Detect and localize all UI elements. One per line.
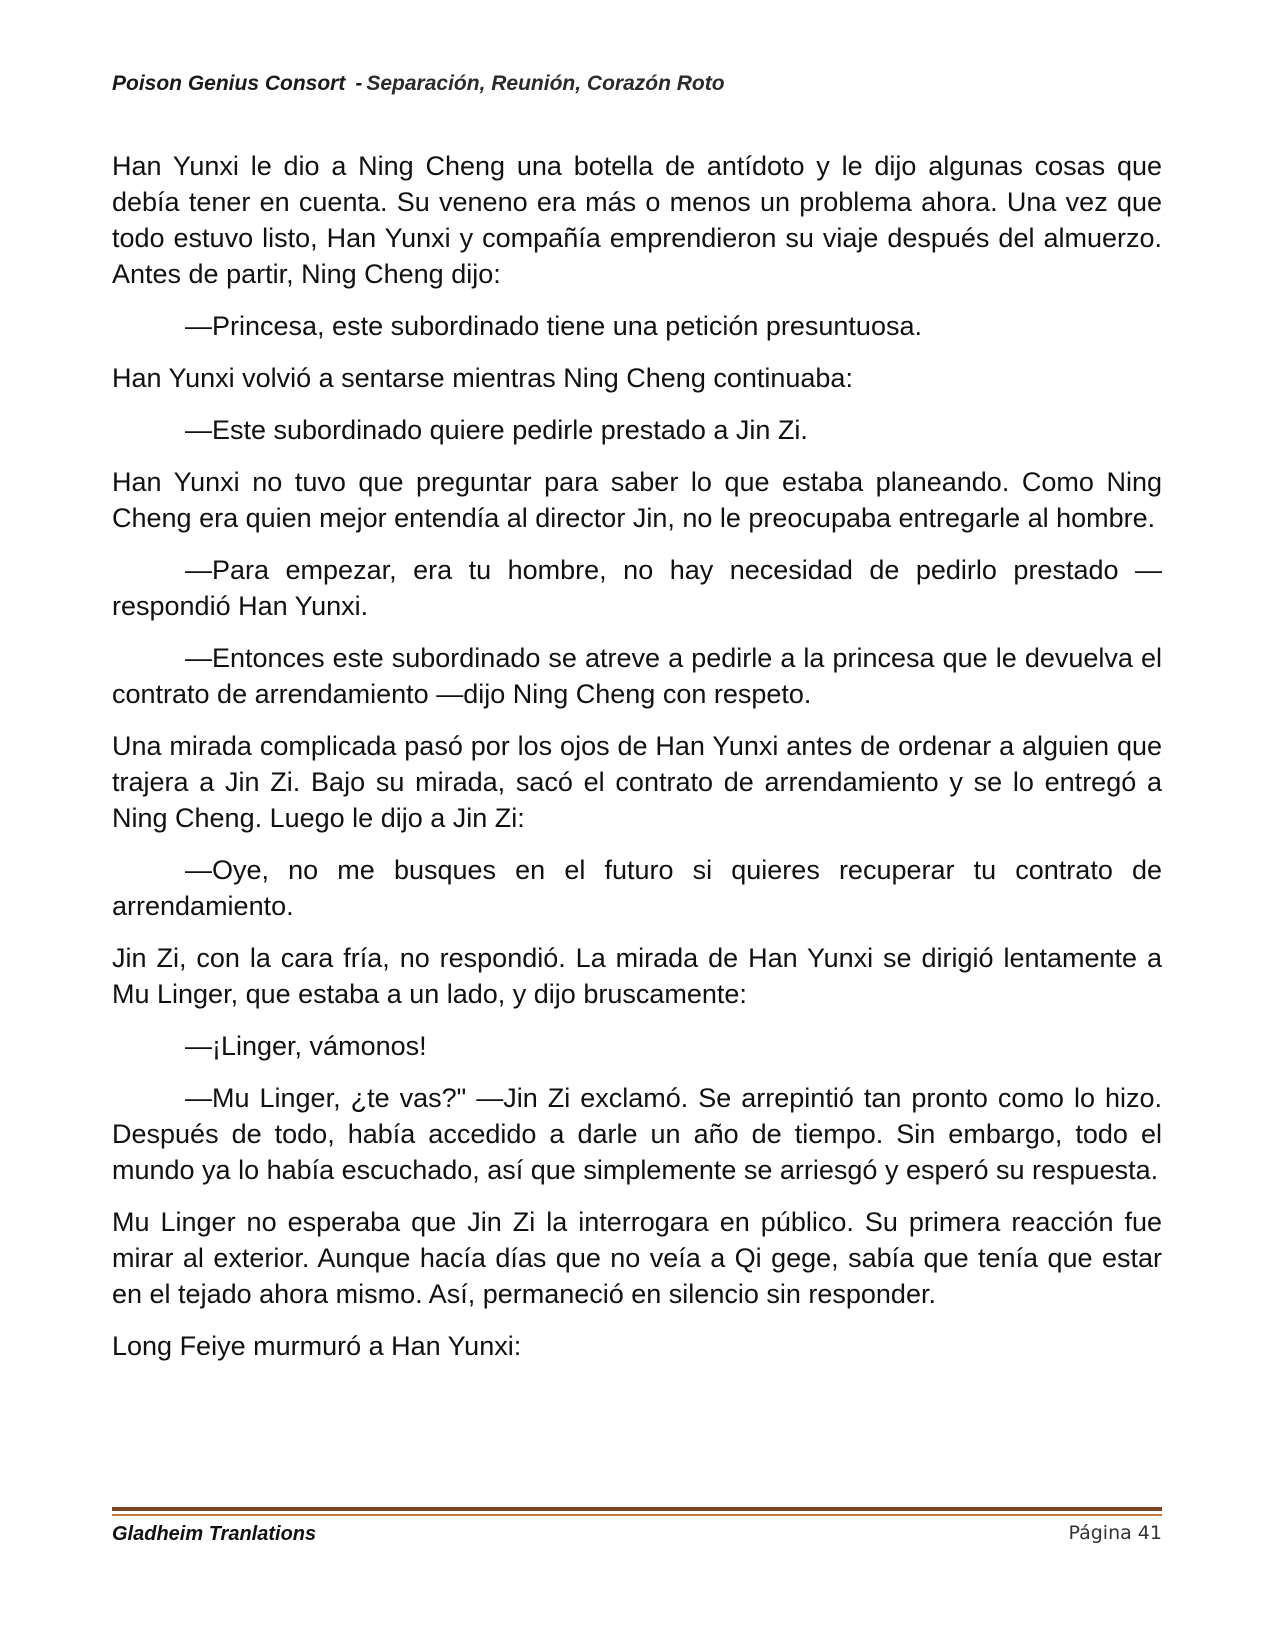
page-header [112,72,1162,96]
dialog-paragraph: —Oye, no me busques en el futuro si quieres recuperar tu contrato de arrendamiento. [112,855,1162,921]
paragraph: Han Yunxi volvió a sentarse mientras Ning Cheng continuaba: [112,363,853,393]
dialog-paragraph: —Princesa, este subordinado tiene una petición presuntuosa. [185,311,922,341]
paragraph: Mu Linger no esperaba que Jin Zi la interrogara en público. Su primera reacción fue mirar al exterior. Aunque hacía días que no veía a Qi gege, sabía que tenía que estar en el tejado ahora mismo. Así, permaneció en silencio sin responder. [112,1207,1162,1309]
dialog-paragraph: —Mu Linger, ¿te vas?" —Jin Zi exclamó. Se arrepintió tan pronto como lo hizo. Después de todo, había accedido a darle un año de tiempo. Sin embargo, todo el mundo ya lo había escuchado, así que simplemente se arriesgó y esperó su respuesta. [112,1083,1162,1185]
body-text [112,148,1162,1380]
paragraph: Jin Zi, con la cara fría, no respondió. La mirada de Han Yunxi se dirigió lentamente a Mu Linger, que estaba a un lado, y dijo bruscamente: [112,943,1162,1009]
dialog-paragraph: —Entonces este subordinado se atreve a pedirle a la princesa que le devuelva el contrato de arrendamiento —dijo Ning Cheng con respeto. [112,643,1162,709]
chapter-title: Separación, Reunión, Corazón Roto [366,72,725,95]
dialog-paragraph: —Para empezar, era tu hombre, no hay necesidad de pedirlo prestado —respondió Han Yunxi. [112,555,1162,621]
page-number: Página 41 [1068,1522,1162,1544]
publisher-name: Gladheim Tranlations [112,1523,317,1545]
footer-rule-thin [112,1514,1162,1516]
paragraph: Han Yunxi le dio a Ning Cheng una botella de antídoto y le dijo algunas cosas que debía tener en cuenta. Su veneno era más o menos un problema ahora. Una vez que todo estuvo listo, Han Yunxi y compañía emprendieron su viaje después del almuerzo. Antes de partir, Ning Cheng dijo: [112,151,1162,289]
dialog-paragraph: —Este subordinado quiere pedirle prestado a Jin Zi. [185,415,808,445]
paragraph: Long Feiye murmuró a Han Yunxi: [112,1331,522,1361]
book-title: Poison Genius Consort [112,72,346,95]
paragraph: Una mirada complicada pasó por los ojos de Han Yunxi antes de ordenar a alguien que trajera a Jin Zi. Bajo su mirada, sacó el contrato de arrendamiento y se lo entregó a Ning Cheng. Luego le dijo a Jin Zi: [112,731,1162,833]
paragraph: Han Yunxi no tuvo que preguntar para saber lo que estaba planeando. Como Ning Cheng era quien mejor entendía al director Jin, no le preocupaba entregarle al hombre. [112,467,1162,533]
header-separator: - [355,72,363,95]
footer-rule-thick [112,1507,1162,1511]
dialog-paragraph: —¡Linger, vámonos! [185,1031,427,1061]
